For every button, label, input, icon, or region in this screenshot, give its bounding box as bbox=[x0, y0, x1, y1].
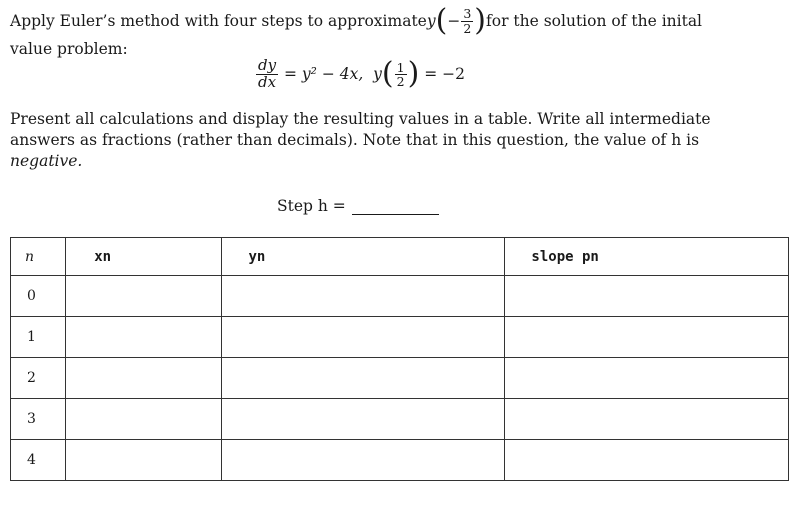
header-n: n bbox=[11, 238, 66, 276]
initial-value: = −2 bbox=[419, 65, 465, 84]
initial-numerator: 1 bbox=[396, 59, 405, 75]
table-row bbox=[11, 358, 789, 399]
row-index: 1 bbox=[11, 317, 66, 358]
init-left-paren: ( bbox=[381, 56, 394, 92]
x-cell[interactable] bbox=[66, 440, 222, 481]
init-right-paren: ) bbox=[407, 56, 420, 92]
slope-cell[interactable] bbox=[505, 358, 789, 399]
initial-denominator: 2 bbox=[396, 73, 405, 89]
dx-denominator: dx bbox=[258, 72, 277, 91]
step-size-field bbox=[277, 197, 439, 215]
arg-fraction bbox=[461, 7, 473, 34]
step-answer-blank[interactable] bbox=[352, 200, 439, 215]
header-slope-label: slope pn bbox=[531, 248, 599, 265]
arg-sign: − bbox=[447, 12, 461, 30]
header-x-label: xn bbox=[94, 248, 112, 265]
slope-cell[interactable] bbox=[505, 276, 789, 317]
derivative-fraction bbox=[256, 58, 278, 91]
initial-y-variable: y bbox=[373, 65, 382, 84]
intro-line-2: value problem: bbox=[10, 40, 128, 58]
dy-numerator: dy bbox=[258, 56, 277, 74]
row-index: 3 bbox=[11, 399, 66, 440]
table-row bbox=[11, 317, 789, 358]
instructions-line-3: negative. bbox=[10, 152, 83, 170]
slope-cell[interactable] bbox=[505, 317, 789, 358]
table-row bbox=[11, 440, 789, 481]
slope-cell[interactable] bbox=[505, 440, 789, 481]
y-cell[interactable] bbox=[222, 440, 505, 481]
slope-cell[interactable] bbox=[505, 399, 789, 440]
intro-line-1 bbox=[10, 3, 703, 38]
table-header-row bbox=[11, 238, 789, 276]
header-y-label: yn bbox=[248, 248, 266, 265]
header-y bbox=[222, 238, 505, 276]
table-row bbox=[11, 276, 789, 317]
initial-fraction bbox=[395, 61, 407, 88]
header-x bbox=[66, 238, 222, 276]
row-index: 2 bbox=[11, 358, 66, 399]
differential-equation bbox=[255, 58, 465, 91]
x-cell[interactable] bbox=[66, 276, 222, 317]
equation-rhs: = y² − 4x, bbox=[279, 65, 374, 84]
step-label: Step h = bbox=[277, 197, 346, 215]
y-cell[interactable] bbox=[222, 276, 505, 317]
instructions-line-2: answers as fractions (rather than decimals). Note that in this question, the value of h is bbox=[10, 131, 700, 149]
y-cell[interactable] bbox=[222, 317, 505, 358]
left-paren: ( bbox=[435, 3, 448, 38]
row-index: 4 bbox=[11, 440, 66, 481]
x-cell[interactable] bbox=[66, 358, 222, 399]
header-slope bbox=[505, 238, 789, 276]
right-paren: ) bbox=[474, 3, 487, 38]
arg-denominator: 2 bbox=[463, 20, 472, 36]
euler-table bbox=[10, 237, 789, 481]
y-variable: y bbox=[426, 12, 436, 30]
y-cell[interactable] bbox=[222, 399, 505, 440]
intro-text-b: for the solution of the inital bbox=[486, 12, 703, 30]
table-row bbox=[11, 399, 789, 440]
y-cell[interactable] bbox=[222, 358, 505, 399]
x-cell[interactable] bbox=[66, 317, 222, 358]
intro-text-a: Apply Euler’s method with four steps to approximate bbox=[10, 12, 427, 30]
x-cell[interactable] bbox=[66, 399, 222, 440]
instructions-line-1: Present all calculations and display the resulting values in a table. Write all intermediate bbox=[10, 110, 711, 128]
arg-numerator: 3 bbox=[463, 6, 472, 22]
row-index: 0 bbox=[11, 276, 66, 317]
